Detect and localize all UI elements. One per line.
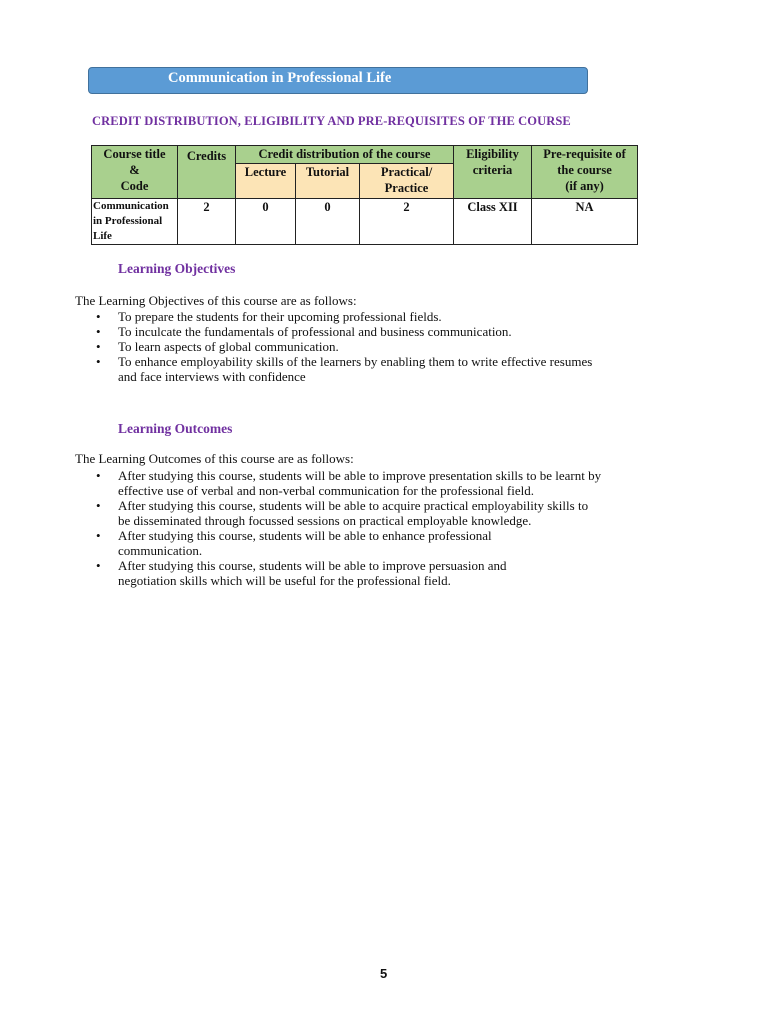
learning-objectives-heading: Learning Objectives bbox=[118, 261, 236, 276]
header-course-title-line: Course title bbox=[103, 147, 166, 161]
list-item-text: To learn aspects of global communication. bbox=[118, 339, 339, 354]
cell-lecture: 0 bbox=[236, 199, 296, 245]
list-item bbox=[75, 528, 678, 558]
list-item bbox=[75, 339, 678, 354]
header-prerequisite-line: Pre-requisite of bbox=[543, 147, 626, 161]
list-item bbox=[75, 354, 678, 384]
table-header-row bbox=[92, 146, 638, 164]
course-name-line: Communication bbox=[93, 200, 169, 212]
bullet-icon: • bbox=[96, 324, 101, 339]
bullet-icon: • bbox=[96, 498, 101, 513]
list-item-text: effective use of verbal and non-verbal communication for the professional field. bbox=[118, 483, 534, 498]
header-credit-distribution: Credit distribution of the course bbox=[236, 146, 454, 164]
header-eligibility-line: Eligibility bbox=[466, 147, 519, 161]
course-title-banner bbox=[88, 67, 588, 94]
header-tutorial: Tutorial bbox=[296, 164, 360, 199]
header-course-title-line: Code bbox=[120, 179, 149, 193]
list-item bbox=[75, 498, 678, 528]
list-item bbox=[75, 324, 678, 339]
learning-outcomes-list bbox=[75, 468, 678, 588]
list-item-text: and face interviews with confidence bbox=[118, 369, 306, 384]
list-item-text: After studying this course, students will be able to enhance professional bbox=[118, 528, 492, 543]
header-prerequisite-line: (if any) bbox=[565, 179, 604, 193]
header-prerequisite bbox=[532, 146, 638, 199]
header-prerequisite-line: the course bbox=[557, 163, 612, 177]
list-item-text: To inculcate the fundamentals of professional and business communication. bbox=[118, 324, 512, 339]
header-practical bbox=[360, 164, 454, 199]
list-item-text: be disseminated through focussed sessions on practical employable knowledge. bbox=[118, 513, 532, 528]
bullet-icon: • bbox=[96, 528, 101, 543]
bullet-icon: • bbox=[96, 468, 101, 483]
list-item bbox=[75, 558, 678, 588]
list-item-text: After studying this course, students will be able to acquire practical employability skills to bbox=[118, 498, 589, 513]
list-item-text: communication. bbox=[118, 543, 203, 558]
list-item bbox=[75, 468, 678, 498]
learning-outcomes-heading: Learning Outcomes bbox=[118, 421, 233, 436]
list-item bbox=[75, 309, 678, 324]
header-eligibility bbox=[454, 146, 532, 199]
learning-objectives-list bbox=[75, 309, 678, 384]
course-name-line: Life bbox=[93, 230, 112, 242]
header-practical-line: Practice bbox=[384, 181, 429, 195]
header-eligibility-line: criteria bbox=[472, 163, 513, 177]
header-course-title bbox=[92, 146, 178, 199]
list-item-text: negotiation skills which will be useful for the professional field. bbox=[118, 573, 451, 588]
header-lecture: Lecture bbox=[236, 164, 296, 199]
cell-practical: 2 bbox=[360, 199, 454, 245]
bullet-icon: • bbox=[96, 558, 101, 573]
cell-eligibility: Class XII bbox=[454, 199, 532, 245]
course-name-line: in Professional bbox=[93, 215, 163, 227]
credit-section-heading: CREDIT DISTRIBUTION, ELIGIBILITY AND PRE-REQUISITES OF THE COURSE bbox=[92, 114, 571, 128]
list-item-text: After studying this course, students will be able to improve persuasion and bbox=[118, 558, 507, 573]
list-item-text: To prepare the students for their upcoming professional fields. bbox=[118, 309, 442, 324]
course-title: Communication in Professional Life bbox=[168, 70, 392, 86]
bullet-icon: • bbox=[96, 309, 101, 324]
learning-objectives-intro: The Learning Objectives of this course are as follows: bbox=[75, 293, 357, 308]
cell-credits: 2 bbox=[178, 199, 236, 245]
header-credits: Credits bbox=[178, 146, 236, 199]
cell-course-name bbox=[92, 199, 178, 245]
header-practical-line: Practical/ bbox=[380, 165, 433, 179]
cell-prerequisite: NA bbox=[532, 199, 638, 245]
list-item-text: To enhance employability skills of the learners by enabling them to write effective resumes bbox=[118, 354, 593, 369]
list-item-text: After studying this course, students will be able to improve presentation skills to be learnt by bbox=[118, 468, 602, 483]
credit-distribution-table bbox=[91, 145, 638, 245]
bullet-icon: • bbox=[96, 354, 101, 369]
page-number: 5 bbox=[380, 966, 388, 981]
cell-tutorial: 0 bbox=[296, 199, 360, 245]
learning-outcomes-intro: The Learning Outcomes of this course are as follows: bbox=[75, 451, 354, 466]
table-row bbox=[92, 199, 638, 245]
header-course-title-line: & bbox=[129, 163, 140, 177]
bullet-icon: • bbox=[96, 339, 101, 354]
